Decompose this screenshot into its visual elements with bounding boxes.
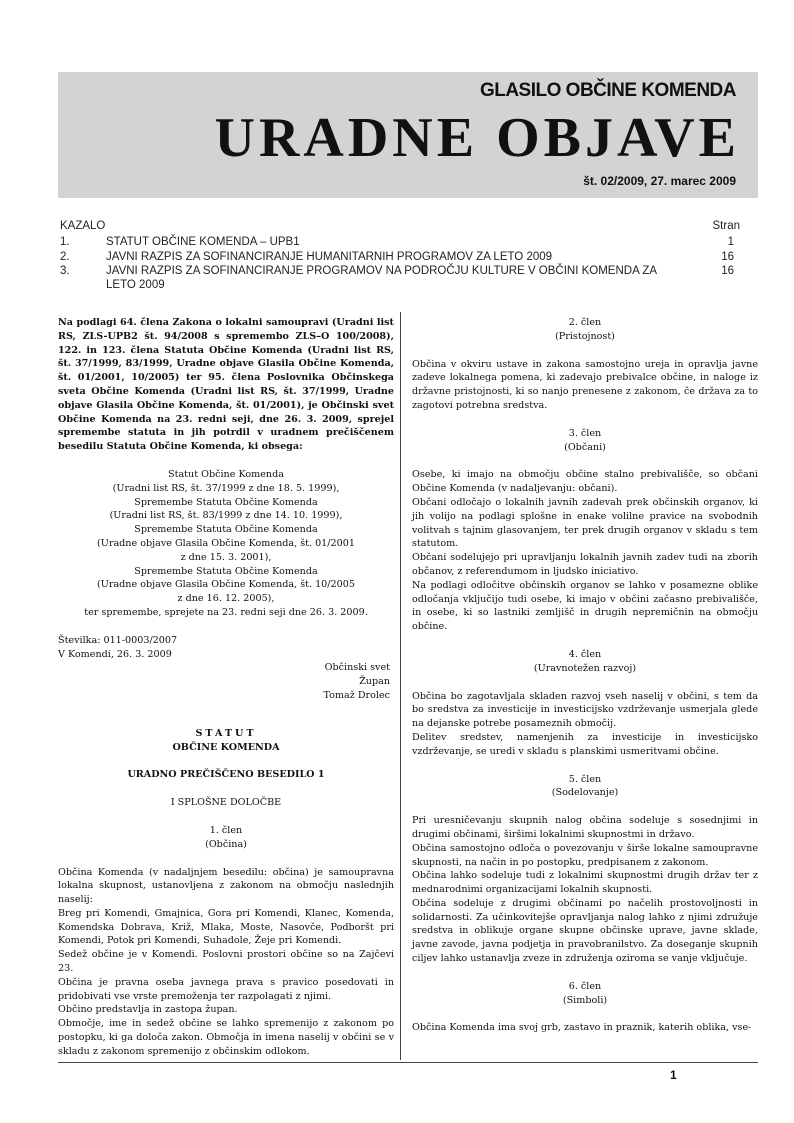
signature-line: Občinski svet bbox=[324, 662, 390, 674]
toc-item[interactable] bbox=[60, 236, 740, 250]
article-paragraph: Občina bo zagotavljala skladen razvoj vseh naselij v občini, s tem da bo sredstva za investicije in investicijsko vzdrževanje usmerjala glede na dejanske potrebe posameznih območij. bbox=[412, 690, 758, 730]
source-line: Spremembe Statuta Občine Komenda bbox=[134, 565, 318, 577]
toc-item-title: JAVNI RAZPIS ZA SOFINANCIRANJE HUMANITARNIH PROGRAMOV ZA LETO 2009 bbox=[106, 250, 553, 263]
article-subtitle: (Uravnotežen razvoj) bbox=[533, 662, 637, 674]
place-date: V Komendi, 26. 3. 2009 bbox=[58, 648, 172, 660]
consolidated-heading: URADNO PREČIŠČENO BESEDILO 1 bbox=[127, 769, 325, 781]
article-paragraph: Delitev sredstev, namenjenih za investicije in investicijsko vzdrževanje, se uredi v skladu s planskimi usmeritvami občine. bbox=[412, 731, 758, 757]
signature-block bbox=[58, 661, 394, 702]
toc-item[interactable] bbox=[60, 265, 740, 292]
source-line: z dne 16. 12. 2005), bbox=[177, 593, 275, 605]
masthead-title: URADNE OBJAVE bbox=[214, 107, 740, 169]
article-paragraph: Občina samostojno odloča o povezovanju v širše lokalne samoupravne skupnosti, na način in po postopku, predpisanem z zakonom. bbox=[412, 842, 758, 868]
source-line: (Uradne objave Glasila Občine Komenda, št. 10/2005 bbox=[97, 579, 355, 591]
article-paragraph: Pri uresničevanju skupnih nalog občina sodeluje s sosednjimi in drugimi občinami, širšimi lokalnimi skupnostmi in državo. bbox=[412, 815, 758, 840]
article-subtitle: (Občani) bbox=[564, 441, 606, 453]
right-column bbox=[412, 316, 758, 1035]
toc-item-page: 1 bbox=[727, 236, 734, 248]
issue-info: št. 02/2009, 27. marec 2009 bbox=[583, 174, 736, 188]
article-paragraph: Občina Komenda (v nadaljnjem besedilu: občina) je samoupravna lokalna skupnost, ustanovljena z zakonom na območju naslednjih naselij: bbox=[58, 866, 394, 906]
footer-rule bbox=[58, 1062, 758, 1063]
article-title: 4. člen bbox=[568, 648, 602, 660]
article-paragraph: Občino predstavlja in zastopa župan. bbox=[58, 1004, 238, 1016]
article-title: 1. člen bbox=[209, 824, 243, 836]
source-line: (Uradni list RS, št. 83/1999 z dne 14. 10. 1999), bbox=[109, 510, 343, 522]
source-line: (Uradni list RS, št. 37/1999 z dne 18. 5. 1999), bbox=[112, 482, 340, 494]
sources-list bbox=[58, 468, 394, 620]
toc-label: KAZALO bbox=[60, 220, 106, 232]
source-line: Spremembe Statuta Občine Komenda bbox=[134, 496, 318, 508]
toc-header bbox=[60, 220, 740, 235]
article-paragraph: Območje, ime in sedež občine se lahko spremenijo z zakonom po postopku, ki ga določa zakon. Območja in imena naselij v občini se v skladu z zakonom spremenijo z občinskim odlokom. bbox=[58, 1018, 394, 1057]
toc-item-page: 16 bbox=[721, 250, 734, 263]
article-paragraph: Občina Komenda ima svoj grb, zastavo in praznik, katerih oblika, vse- bbox=[412, 1022, 752, 1034]
section-heading: I SPLOŠNE DOLOČBE bbox=[170, 797, 282, 809]
table-of-contents bbox=[60, 220, 740, 292]
source-line: Spremembe Statuta Občine Komenda bbox=[134, 524, 318, 536]
toc-item-number: 3. bbox=[60, 265, 70, 277]
source-line: z dne 15. 3. 2001), bbox=[180, 551, 272, 563]
signature-line: Župan bbox=[359, 676, 390, 688]
article-subtitle: (Sodelovanje) bbox=[551, 787, 619, 799]
article-title: 3. člen bbox=[568, 427, 602, 439]
article-paragraph: Občani sodelujejo pri upravljanju lokalnih javnih zadev tudi na zborih občanov, z referendumom in ljudsko iniciativo. bbox=[412, 552, 758, 577]
article-paragraph: Občina je pravna oseba javnega prava s pravico posedovati in pridobivati vse vrste premoženja ter razpolagati z njimi. bbox=[58, 976, 394, 1002]
article-paragraph: Občina lahko sodeluje tudi z lokalnimi skupnostmi drugih držav ter z mednarodnimi organizacijami lokalnih skupnosti. bbox=[412, 870, 758, 896]
toc-item-title: JAVNI RAZPIS ZA SOFINANCIRANJE PROGRAMOV NA PODROČJU KULTURE V OBČINI KOMENDA ZA LETO 2009 bbox=[106, 265, 657, 291]
statut-subtitle: OBČINE KOMENDA bbox=[172, 741, 280, 753]
article-paragraph: Osebe, ki imajo na območju občine stalno prebivališče, so občani Občine Komenda (v nadaljevanju: občani). bbox=[412, 469, 758, 495]
left-column bbox=[58, 316, 394, 1059]
column-divider bbox=[400, 312, 401, 1060]
masthead-banner bbox=[58, 72, 758, 198]
article-paragraph: Občani odločajo o lokalnih javnih zadevah prek občinskih organov, ki jih volijo na podlagi splošne in enake volilne pravice na svobodnih volitvah s tajnim glasovanjem, ter prek drugih organov v skladu s tem statutom. bbox=[412, 496, 758, 550]
article-paragraph: Sedež občine je v Komendi. Poslovni prostori občine so na Zajčevi 23. bbox=[58, 949, 394, 975]
page-number: 1 bbox=[670, 1068, 677, 1082]
article-paragraph: Občina sodeluje z drugimi občinami po načelih prostovoljnosti in solidarnosti. Za učinkovitejše opravljanja nalog lahko z njimi združuje sredstva in oblikuje organe skupne občinske uprave, javne sklade, javne zavode, javna podjetja in pravobranilstvo. Za doseganje skupnih ciljev lahko ustanavlja zveze in združenja oziroma se vanje vključuje. bbox=[412, 897, 758, 965]
article-title: 6. člen bbox=[568, 980, 602, 992]
signature-line: Tomaž Drolec bbox=[323, 689, 390, 701]
article-subtitle: (Simboli) bbox=[562, 994, 608, 1006]
toc-item[interactable] bbox=[60, 251, 740, 265]
publication-name: GLASILO OBČINE KOMENDA bbox=[479, 80, 736, 101]
toc-page-label: Stran bbox=[712, 220, 740, 232]
statut-title: STATUT bbox=[195, 727, 257, 739]
reference-number: Številka: 011-0003/2007 bbox=[58, 634, 178, 646]
article-paragraph: Občina v okviru ustave in zakona samostojno ureja in opravlja javne zadeve lokalnega pomena, ki zadevajo prebivalce občine, in naloge iz državne pristojnosti, ki so nanjo prenesene z zakonom, če država za to zagotovi potrebna sredstva. bbox=[412, 358, 758, 411]
source-line: Statut Občine Komenda bbox=[168, 468, 284, 480]
article-paragraph: Na podlagi odločitve občinskih organov se lahko v posamezne oblike odločanja vključijo tudi osebe, ki imajo v občini začasno prebivališče, in osebe, ki so lastniki zemljišč in drugih nepremičnin na območju občine. bbox=[412, 579, 758, 633]
article-paragraph: Breg pri Komendi, Gmajnica, Gora pri Komendi, Klanec, Komenda, Komendska Dobrava, Križ, Mlaka, Moste, Nasovče, Podboršt pri Komendi, Potok pri Komendi, Suhadole, Žeje pri Komendi. bbox=[58, 907, 394, 947]
toc-item-title: STATUT OBČINE KOMENDA – UPB1 bbox=[106, 236, 300, 248]
article-subtitle: (Pristojnost) bbox=[555, 330, 615, 342]
toc-item-page: 16 bbox=[721, 265, 734, 277]
source-line: (Uradne objave Glasila Občine Komenda, št. 01/2001 bbox=[97, 537, 355, 549]
source-line: ter spremembe, sprejete na 23. redni seji dne 26. 3. 2009. bbox=[84, 606, 368, 618]
toc-item-number: 2. bbox=[60, 250, 70, 263]
toc-item-number: 1. bbox=[60, 236, 70, 248]
article-title: 5. člen bbox=[568, 773, 602, 785]
article-subtitle: (Občina) bbox=[205, 838, 247, 850]
preamble: Na podlagi 64. člena Zakona o lokalni samoupravi (Uradni list RS, ZLS-UPB2 št. 94/2008 s spremembo ZLS–O 100/2008), 122. in 123. člena Statuta Občine Komenda (Uradni list RS, št. 37/1999, 83/1999, Uradne objave Glasila Občine Komenda, št. 01/2001, 10/2005) ter 95. člena Poslovnika Občinskega sveta Občine Komenda (Uradni list RS, št. 37/1999, Uradne objave Glasila Občine Komenda, št. 01/2001), je Občinski svet Občine Komenda na 23. redni seji, dne 26. 3. 2009, sprejel spremembe statuta in jih potrdil v uradnem prečiščenem besedilu Statuta Občine Komenda, ki obsega: bbox=[58, 317, 394, 453]
article-title: 2. člen bbox=[568, 317, 602, 328]
